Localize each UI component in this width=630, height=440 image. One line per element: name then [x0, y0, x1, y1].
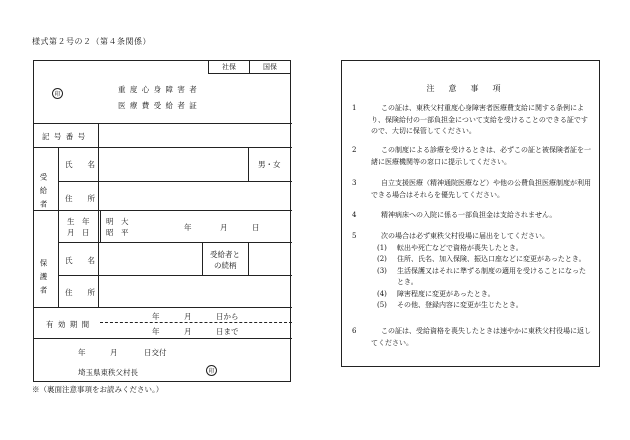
- note-item: [352, 231, 592, 312]
- relationship-label-2: の続柄: [214, 261, 237, 270]
- notes-panel: [341, 60, 600, 367]
- note-item: [352, 178, 592, 201]
- issuer-seal-icon: 印: [206, 365, 217, 376]
- sub-number: (1): [377, 243, 387, 252]
- sub-text: 障害程度に変更があったとき。: [397, 289, 495, 298]
- issue-year: 年: [78, 348, 86, 357]
- sex-label: 男・女: [258, 160, 281, 169]
- note-item: [352, 326, 592, 349]
- era-options-1: 明 大: [106, 217, 129, 226]
- title-line-2: 医 療 費 受 給 者 証: [118, 101, 198, 110]
- sub-item: [377, 243, 592, 255]
- note-number: 3: [352, 179, 357, 187]
- title-line-1: 重 度 心 身 障 害 者: [118, 85, 198, 94]
- valid-from-month: 月: [184, 312, 192, 321]
- birth-month-unit: 月: [220, 223, 228, 232]
- sub-number: (3): [377, 266, 387, 275]
- relationship-label-1: 受給者と: [210, 250, 240, 259]
- validity-label: 有 効 期 間: [46, 320, 91, 329]
- birth-year-unit: 年: [184, 223, 192, 232]
- note-number: 2: [352, 146, 357, 154]
- sub-number: (2): [377, 255, 387, 263]
- notes-title: 注意事項: [426, 84, 515, 93]
- era-options-2: 昭 平: [106, 228, 129, 237]
- note-text: この制度による診療を受けるときは、必ずこの証と被保険者証を一緒に医療機関等の窓口に提示してください。: [371, 146, 591, 166]
- sub-number: (4): [377, 289, 387, 298]
- tab-shaho: 社保: [208, 60, 250, 74]
- sub-item: [377, 289, 592, 301]
- issue-month: 月: [110, 348, 118, 357]
- note-text: この証は、東秩父村重度心身障害者医療費支給に関する条例により、保険給付の一部負担金について支給を受けることのできる証ですので、大切に保管してください。: [371, 104, 588, 135]
- birth-day-unit: 日: [252, 223, 260, 232]
- tab-kokuho: 国保: [249, 60, 291, 74]
- sub-text: その他、登録内容に変更が生じたとき。: [397, 301, 523, 309]
- record-number-label: 記 号 番 号: [42, 132, 87, 141]
- valid-from-year: 年: [152, 312, 160, 321]
- note-number: 5: [352, 232, 357, 240]
- footer-note: ※（裏面注意事項をお読みください。）: [32, 385, 164, 394]
- recipient-address-label: 住 所: [65, 194, 95, 203]
- sub-item: [377, 254, 592, 266]
- note-item: [352, 103, 592, 138]
- valid-to-year: 年: [152, 327, 160, 336]
- guardian-name-label: 氏 名: [65, 256, 95, 265]
- sub-item: [377, 300, 592, 312]
- note-item: [352, 145, 592, 168]
- note-text: 精神病床への入院に係る一部負担金は支給されません。: [381, 211, 557, 219]
- guardian-address-label: 住 所: [65, 288, 95, 297]
- note-text: この証は、受給資格を喪失したときは速やかに東秩父村役場に返してください。: [371, 327, 591, 347]
- city-seal-icon: 印: [52, 88, 63, 99]
- sub-item: [377, 266, 592, 289]
- note-number: 6: [352, 327, 357, 335]
- valid-to-day: 日まで: [216, 327, 239, 336]
- issue-day: 日交付: [144, 348, 167, 357]
- guardian-label: 保護者: [39, 259, 48, 300]
- valid-from-day: 日から: [216, 312, 239, 321]
- issuer-name: 埼玉県東秩父村長: [78, 368, 138, 377]
- note-item: [352, 210, 592, 222]
- sub-text: 生活保護又はそれに準ずる制度の適用を受けることになったとき。: [397, 266, 586, 286]
- sub-text: 住所、氏名、加入保険、振込口座などに変更があったとき。: [397, 255, 586, 263]
- sub-number: (5): [377, 301, 387, 309]
- note-text: 自立支援医療（精神通院医療など）や他の公費負担医療制度が利用できる場合はそれらを優先してください。: [371, 179, 591, 199]
- recipient-certificate: [33, 60, 291, 382]
- recipient-label: 受給者: [39, 173, 48, 214]
- note-number: 4: [352, 211, 357, 219]
- valid-to-month: 月: [184, 327, 192, 336]
- recipient-name-label: 氏 名: [65, 160, 95, 169]
- sub-text: 転出や死亡などで資格が喪失したとき。: [397, 243, 523, 252]
- form-number: 様式第２号の２（第４条関係）: [32, 37, 151, 46]
- note-text: 次の場合は必ず東秩父村役場に届出をしてください。: [381, 232, 549, 240]
- note-number: 1: [352, 104, 357, 112]
- birth-label-2: 月 日: [67, 228, 90, 237]
- birth-label-1: 生 年: [67, 217, 90, 226]
